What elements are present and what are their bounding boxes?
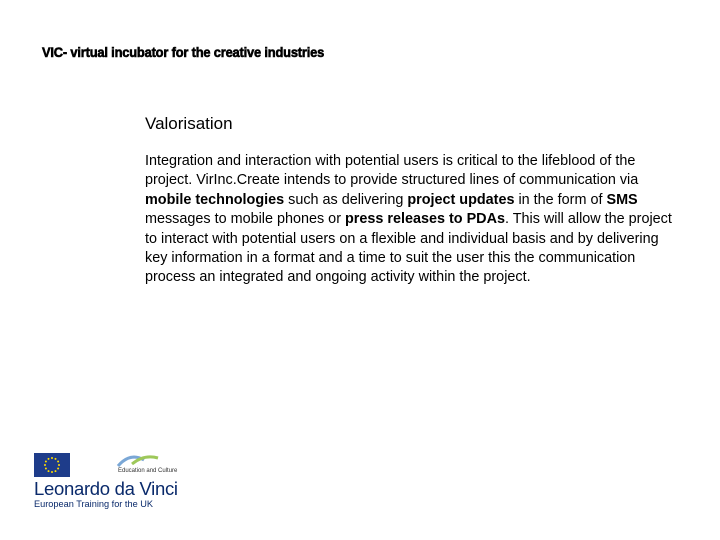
- text-run: in the form of: [514, 191, 607, 208]
- text-run: such as delivering: [284, 191, 408, 208]
- leonardo-logo: [30, 450, 180, 512]
- bold-run: press releases to PDAs: [344, 211, 505, 228]
- body-paragraph: [145, 152, 675, 288]
- slide-header: VIC- virtual incubator for the creative industries: [42, 44, 325, 60]
- section-title: Valorisation: [145, 114, 233, 133]
- programme-name: Leonardo da Vinci: [34, 478, 178, 499]
- text-run: messages to mobile phones or: [145, 211, 345, 228]
- education-caption: Education and Culture: [118, 468, 178, 474]
- eu-flag-icon: [34, 453, 70, 477]
- bold-run: mobile technologies: [145, 191, 285, 208]
- programme-tagline: European Training for the UK: [34, 499, 153, 509]
- text-run: Integration and interaction with potential users is critical to the lifeblood of the project. VirInc.Create intends to provide structured lines of communication via: [145, 153, 639, 189]
- text-run: . This will allow the project to interact with potential users on a flexible and individual basis and by delivering key information in a format and a time to suit the user this the communication process an integrated and ongoing activity within the project.: [145, 211, 672, 286]
- bold-run: SMS: [606, 191, 638, 208]
- bold-run: project updates: [407, 191, 515, 208]
